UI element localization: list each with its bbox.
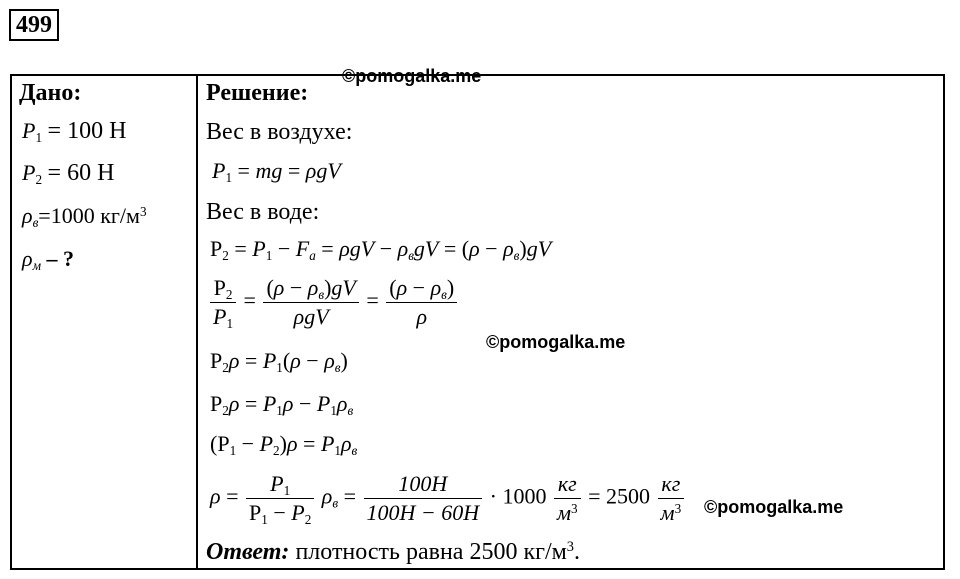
formula-air: $P_1$ = mg = ρgV — [212, 158, 341, 185]
watermark-bottom: ©pomogalka.me — [704, 497, 844, 517]
solution-heading: Решение: — [206, 80, 309, 106]
formula-step-3: $(P_1 - P_2)\rho = P_1\rho_в$ — [210, 431, 358, 458]
formula-step-2: $P_2\rho = P_1\rho - P_1\rho_в$ — [210, 391, 354, 418]
formula-ratio: $\frac{P_2}{P_1}$ = $(\rho - \rho_в)gV$ ρgV = $(\rho - \rho_в)$ ρ — [208, 274, 459, 331]
watermark-middle: ©pomogalka.me — [486, 332, 626, 352]
given-rho-w: $\rho_в=1000$ $кг/м^3$ — [22, 203, 147, 230]
formula-final: ρ = $\frac{P_1}{P_1 - P_2}$ $\rho_в$ = $\frac{100H}{100H - 60H}$ · 1000 кг $м^3$ = 2500 кг $м^3$ — [210, 470, 686, 527]
given-p1: $P_1 = 100$ Н — [22, 118, 127, 145]
given-rho-m: $\rho_м$ – ? — [22, 246, 74, 273]
watermark-top: ©pomogalka.me — [342, 66, 482, 86]
given-p2: $P_2 = 60$ Н — [22, 160, 115, 187]
problem-number: 499 — [9, 9, 59, 41]
column-divider — [196, 74, 198, 570]
answer-line: Ответ: плотность равна 2500 $кг/м^3$. — [206, 539, 580, 565]
formula-water: $P_2 = P_1 - F_a = \rho gV - \rho_вgV = (\rho - \rho_в)gV$ — [210, 236, 552, 263]
weight-in-air-label: Вес в воздухе: — [206, 119, 353, 145]
weight-in-water-label: Вес в воде: — [206, 199, 320, 225]
given-heading: Дано: — [19, 80, 82, 106]
formula-step-1: $P_2\rho = P_1(\rho - \rho_в)$ — [210, 348, 348, 375]
